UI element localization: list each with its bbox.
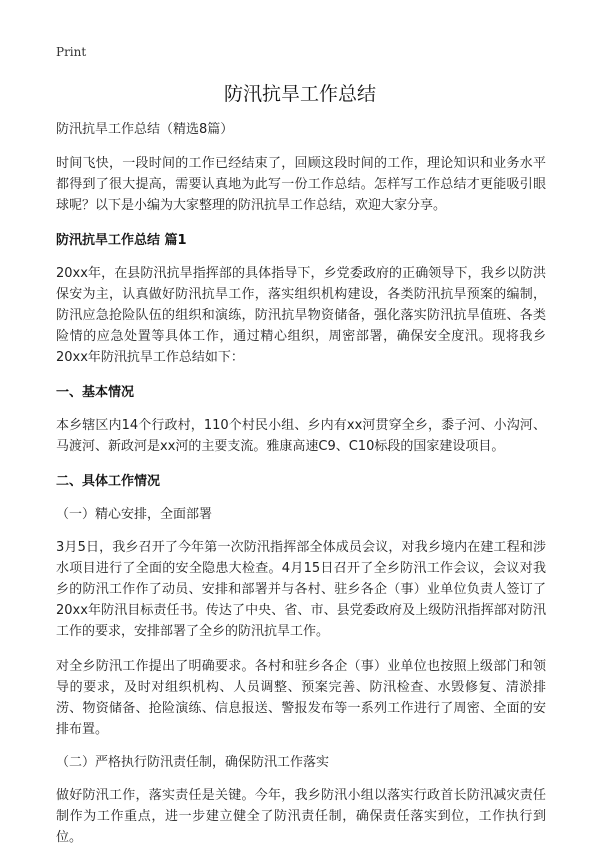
document-body [56, 119, 546, 848]
intro-paragraph: 时间飞快，一段时间的工作已经结束了，回顾这段时间的工作，理论知识和业务水平都得到了很大提高，需要认真地为此写一份工作总结。怎样写工作总结才更能吸引眼球呢？以下是小编为大家整理的防汛抗旱工作总结，欢迎大家分享。 [56, 156, 546, 213]
spacer [56, 216, 546, 230]
page-title: 防汛抗旱工作总结 [223, 83, 376, 105]
section-basic-paragraph: 本乡辖区内14个行政村，110个村民小组、乡内有xx河贯穿全乡，黍子河、小沟河、马渡河、新政河是xx河的主要支流。雅康高速C9、C10标段的国家建设项目。 [56, 418, 546, 454]
spacer [56, 773, 546, 785]
spacer [56, 368, 546, 382]
subsection-1-paragraph-2: 对全乡防汛工作提出了明确要求。各村和驻乡各企（事）业单位也按照上级部门和领导的要求，及时对组织机构、人员调整、预案完善、防汛检查、水毁修复、清淤排涝、物资储备、抢险演练、信息报送、警报发布等一系列工作进行了周密、全面的安排布置。 [56, 659, 546, 737]
subsection-2-heading: （二）严格执行防汛责任制，确保防汛工作落实 [56, 755, 330, 770]
subsection-2-paragraph-1: 做好防汛工作，落实责任是关键。今年，我乡防汛小组以落实行政首长防汛减灾责任制作为工作重点，进一步建立健全了防汛责任制，确保责任落实到位，工作执行到位。 [56, 788, 546, 845]
article-heading: 防汛抗旱工作总结 篇1 [56, 233, 187, 248]
print-link[interactable]: Print [56, 45, 87, 59]
spacer [56, 492, 546, 504]
section-basic-heading: 一、基本情况 [56, 385, 135, 400]
spacer [56, 251, 546, 263]
document-subtitle: 防汛抗旱工作总结（精选8篇） [56, 122, 234, 137]
spacer [56, 403, 546, 415]
section-details-heading: 二、具体工作情况 [56, 474, 161, 489]
article-intro-paragraph: 20xx年，在县防汛抗旱指挥部的具体指导下，乡党委政府的正确领导下，我乡以防洪保安为主，认真做好防汛抗旱工作，落实组织机构建设，各类防汛抗旱预案的编制，防汛应急抢险队伍的组织和演练，防汛抗旱物资储备，强化落实防汛抗旱值班、各类险情的应急处置等具体工作，通过精心组织，周密部署，确保安全度汛。现将我乡20xx年防汛抗旱工作总结如下： [56, 266, 546, 365]
spacer [56, 740, 546, 752]
subsection-1-paragraph-1: 3月5日，我乡召开了今年第一次防汛指挥部全体成员会议，对我乡境内在建工程和涉水项目进行了全面的安全隐患大检查。4月15日召开了全乡防汛工作会议，会议对我乡的防汛工作作了动员、安排和部署并与各村、驻乡各企（事）业单位负责人签订了20xx年防汛目标责任书。传达了中央、省、市、县党委政府及上级防汛指挥部对防汛工作的要求，安排部署了全乡的防汛抗旱工作。 [56, 540, 546, 639]
spacer [56, 642, 546, 656]
spacer [56, 525, 546, 537]
spacer [56, 457, 546, 471]
subsection-1-heading: （一）精心安排，全面部署 [56, 507, 213, 522]
